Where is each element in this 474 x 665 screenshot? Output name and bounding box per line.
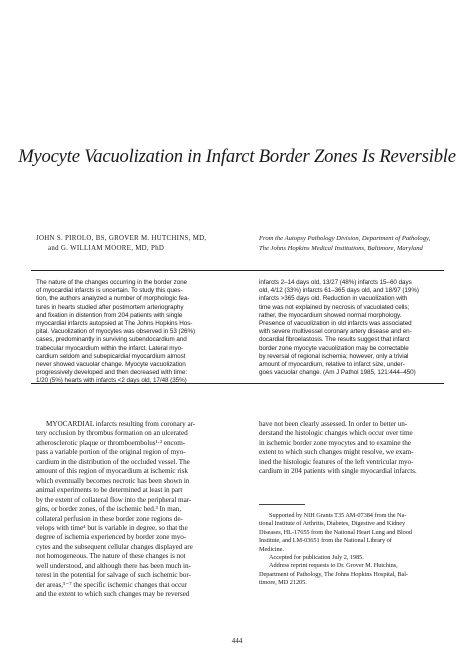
author-list xyxy=(36,234,250,254)
body-line: MYOCARDIAL infarcts resulting from coronary ar- xyxy=(46,420,196,428)
footnote-rule xyxy=(259,504,305,505)
body-line: degree of ischemia experienced by border zone myo- xyxy=(36,533,187,542)
abstract-line: tures in hearts studied after postmortem arteriography xyxy=(36,303,184,311)
footnote-line: Department of Pathology, The Johns Hopkins Hospital, Bal- xyxy=(259,570,408,578)
body-line: and the extent to which such changes may be reversed xyxy=(36,590,190,599)
abstract-line: of myocardial infarcts is uncertain. To study this ques- xyxy=(36,287,183,295)
body-line: by the extent of collateral flow into the peripheral mar- xyxy=(36,495,192,504)
abstract-line: rather, the myocardium showed normal morphology. xyxy=(259,311,402,319)
abstract-line: tion, the authors analyzed a number of morphologic fea- xyxy=(36,295,190,303)
body-line: der areas,⁵⁻⁷ the specific ischemic changes that occur xyxy=(36,580,187,589)
author-line: and G. WILLIAM MOORE, MD, PhD xyxy=(48,245,165,253)
footnote xyxy=(259,512,469,588)
abstract-line: and fixation in distention from 204 patients with single xyxy=(36,311,183,319)
body-line: amount of this region of myocardium at ischemic risk xyxy=(36,467,188,476)
footnote-line: Address reprint requests to Dr. Grover M. Hutchins, xyxy=(269,562,398,570)
author-line: JOHN S. PIROLO, BS, GROVER M. HUTCHINS, MD, xyxy=(36,235,207,242)
body-line: cardium in 204 patients with single myocardial infarcts. xyxy=(259,467,417,476)
body-line: have not been clearly assessed. In order to better un- xyxy=(259,420,408,428)
body-line: ined the histologic features of the left ventricular myo- xyxy=(259,457,414,466)
body-line: atherosclerotic plaque or thromboembolus¹·² encom- xyxy=(36,438,186,447)
body-line: velops with time⁴ but is variable in degree, so that the xyxy=(36,523,188,532)
abstract-line: myocardial infarcts autopsied at The Johns Hopkins Hos- xyxy=(36,320,193,328)
body-line: cardium in the distribution of the occluded vessel. The xyxy=(36,457,190,466)
footnote-line: Accepted for publication July 2, 1985. xyxy=(269,554,364,562)
body-line: derstand the histologic changes which occur over time xyxy=(259,429,413,438)
abstract-left-column xyxy=(36,279,236,386)
body-left-column xyxy=(36,420,246,600)
body-line: well understood, and although there has been much in- xyxy=(36,561,191,570)
abstract-line: infarcts >365 days old. Reduction in vacuolization with xyxy=(259,295,408,303)
affiliation-line: From the Autopsy Pathology Division, Department of Pathology, xyxy=(259,235,431,242)
footnote-line: Institute, and LM-03651 from the National Library of xyxy=(259,537,392,545)
affiliation xyxy=(259,234,459,254)
abstract-line: docardial fibroelastosis. The results suggest that infarct xyxy=(259,336,410,344)
body-line: tery occlusion by thrombus formation on an ulcerated xyxy=(36,429,188,438)
abstract-line: by reversal of regional ischemia; however, only a trivial xyxy=(259,352,409,360)
abstract-line: infarcts 2–14 days old, 13/27 (48%) infarcts 15–60 days xyxy=(259,279,412,286)
footnote-line: tional Institute of Arthritis, Diabetes, Digestive and Kidney xyxy=(259,520,406,528)
abstract-line: progressively developed and then decreased with time: xyxy=(36,369,188,377)
body-right-column xyxy=(259,420,469,477)
body-line: cytes and the subsequent cellular changes displayed are xyxy=(36,542,193,551)
abstract-line: cases, predominantly in surviving subendocardium and xyxy=(36,336,187,344)
body-line: terest in the potential for salvage of such ischemic bor- xyxy=(36,571,191,580)
body-line: pass a variable portion of the original region of myo- xyxy=(36,448,186,457)
body-line: in ischemic border zone myocytes and to examine the xyxy=(259,438,411,447)
footnote-line: Medicine. xyxy=(259,545,284,553)
abstract-line: cardium seldom and subepicardial myocardium almost xyxy=(36,352,186,360)
body-line: collateral perfusion in these border zone regions de- xyxy=(36,514,183,523)
footnote-line: timore, MD 21205. xyxy=(259,579,307,587)
abstract-line: pital. Vacuolization of myocytes was observed in 53 (26%) xyxy=(36,328,196,336)
abstract-line: never showed vacuolar change. Myocyte vacuolization xyxy=(36,361,186,369)
abstract-right-column xyxy=(259,279,459,377)
abstract-line: trabecular myocardium within the infarct. Lateral myo- xyxy=(36,344,184,352)
abstract-line: The nature of the changes occurring in the border zone xyxy=(36,279,187,286)
footnote-line: Diseases, HL-17655 from the National Heart Lung and Blood xyxy=(259,528,412,536)
abstract-line: border zone myocyte vacuolization may be correctable xyxy=(259,344,409,352)
abstract-line: goes vacuolar change. (Am J Pathol 1985, 121:444–450) xyxy=(259,369,416,377)
affiliation-line: The Johns Hopkins Medical Institutions, Baltimore, Maryland xyxy=(259,245,423,253)
body-line: not homogeneous. The nature of these changes is not xyxy=(36,552,186,561)
body-line: which eventually becomes necrotic has been shown in xyxy=(36,476,190,485)
abstract-line: amount of myocardium, relative to infarct size, under- xyxy=(259,361,405,369)
article-title: Myocyte Vacuolization in Infarct Border Zones Is Reversible xyxy=(18,146,456,167)
body-line: extent to which such changes might resolve, we exam- xyxy=(259,448,414,457)
footnote-line: Supported by NIH Grants T35 AM-07384 from the Na- xyxy=(269,512,407,519)
body-line: animal experiments to be determined at least in part xyxy=(36,486,183,495)
abstract-line: with severe multivessel coronary artery disease and en- xyxy=(259,328,412,336)
abstract-line: old, 4/12 (33%) infarcts 61–365 days old, and 18/97 (19%) xyxy=(259,287,419,295)
body-line: gins, or border zones, of the ischemic bed.³ In man, xyxy=(36,505,182,514)
abstract-line: Presence of vacuolization in old infarcts was associated xyxy=(259,320,412,328)
abstract-line: time was not explained by necrosis of vacuolated cells; xyxy=(259,303,410,311)
page-number: 444 xyxy=(231,637,243,645)
abstract-line: 1/20 (5%) hearts with infarcts <2 days old, 17/48 (35%) xyxy=(36,377,187,385)
